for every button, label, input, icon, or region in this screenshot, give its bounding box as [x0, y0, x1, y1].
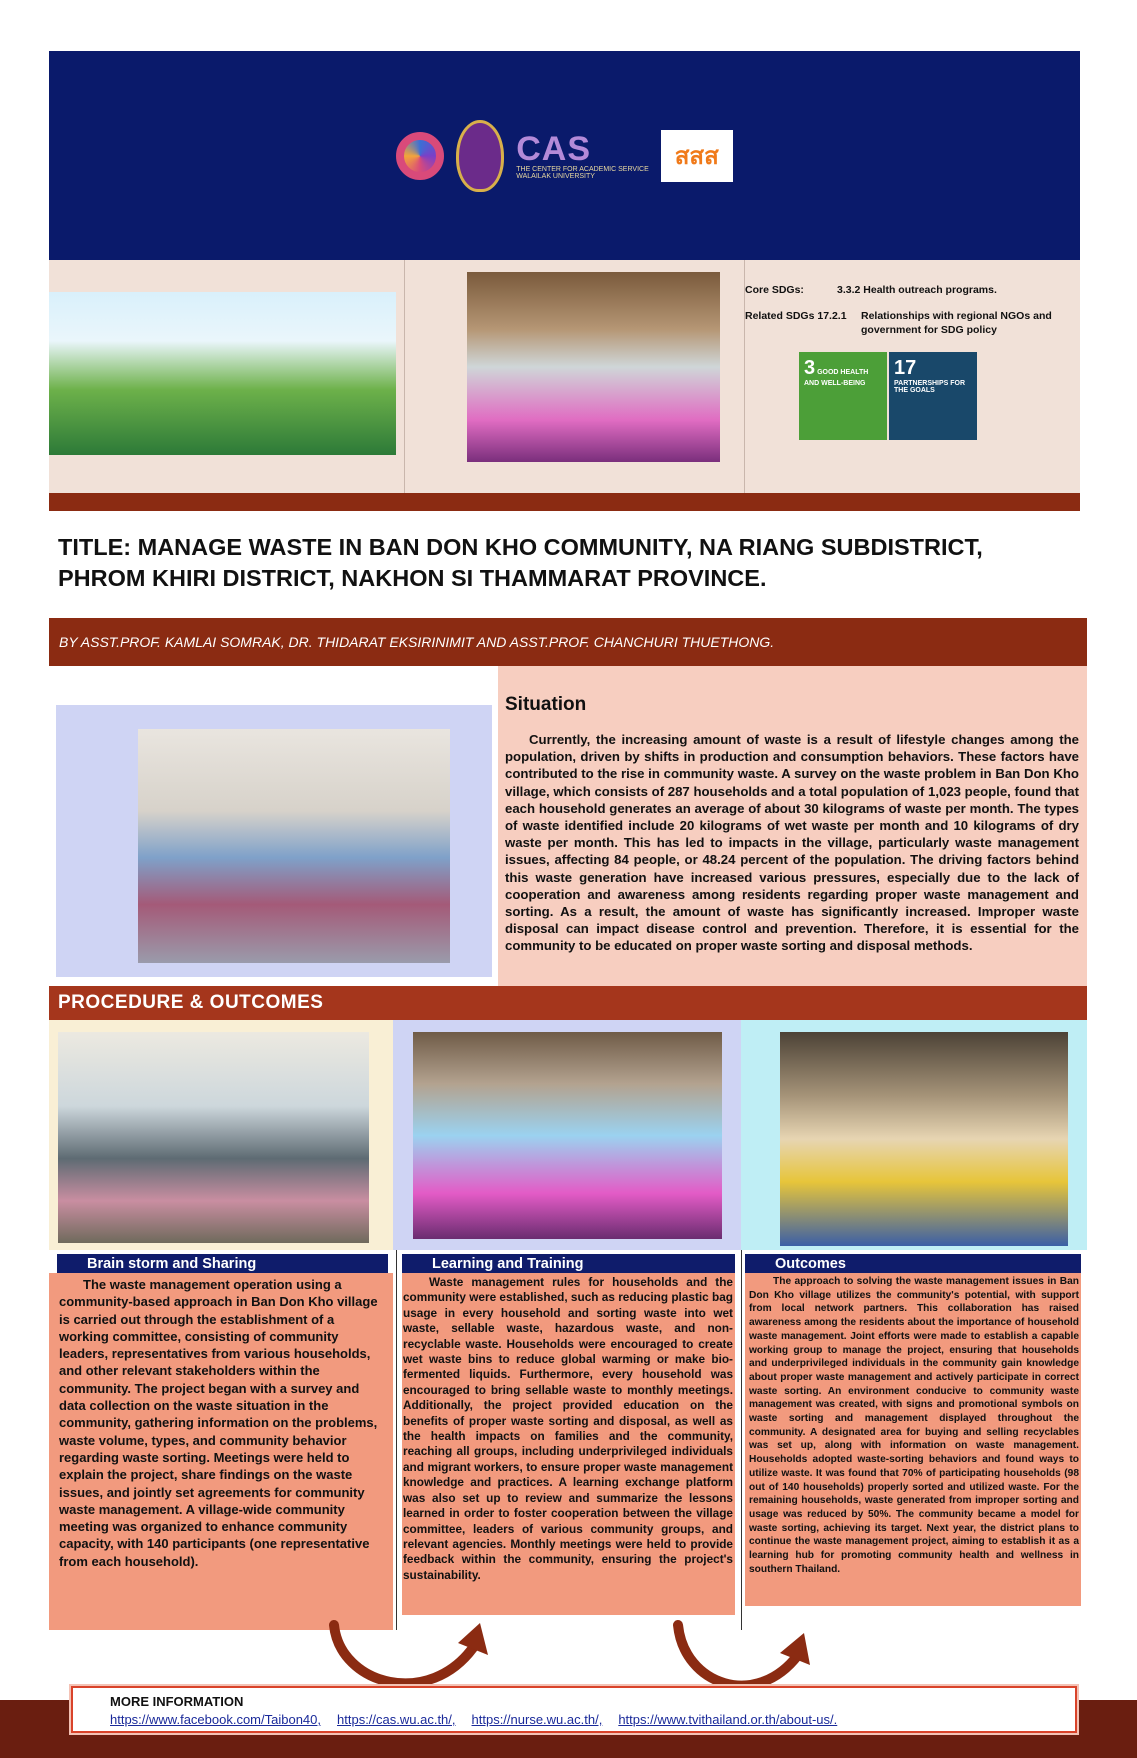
tvi-link[interactable]: https://www.tvithailand.or.th/about-us/. — [618, 1712, 838, 1727]
procedure-heading: PROCEDURE & OUTCOMES — [49, 986, 1087, 1020]
cas-logo-university: WALAILAK UNIVERSITY — [516, 172, 595, 180]
tsri-ring-logo — [396, 132, 444, 180]
training-photo — [413, 1032, 722, 1239]
strip-bottom-bar — [49, 493, 1080, 511]
sdg-17-label: PARTNERSHIPS FOR THE GOALS — [894, 380, 966, 394]
cas-logo — [516, 129, 649, 180]
sdg-17-number: 17 — [894, 357, 917, 379]
related-sdg-row — [745, 309, 1075, 337]
sdg-info — [745, 283, 1075, 337]
curved-arrow-icon — [678, 1625, 798, 1686]
author-byline: BY ASST.PROF. KAMLAI SOMRAK, DR. THIDARAT EKSIRINIMIT AND ASST.PROF. CHANCHURI THUETHONG. — [49, 618, 1087, 666]
more-info-heading: MORE INFORMATION — [110, 1694, 244, 1709]
cas-logo-text: CAS — [516, 129, 592, 168]
core-sdg-label: Core SDGs: — [745, 284, 804, 296]
brainstorm-text: The waste management operation using a community-based approach in Ban Don Kho village is carried out through the establishment of a working committee, consisting of community leaders, representatives from various households, and other relevant stakeholders within the community. The project began with a survey and data collection on the waste situation in the community, gathering information on the problems, waste volume, types, and community behavior regarding waste sorting. Meetings were held to explain the project, share findings on the waste issues, and jointly set agreements for community waste management. A village-wide community meeting was organized to enhance community capacity, with 140 participants (one representative from each household). — [59, 1277, 378, 1569]
facebook-link[interactable]: https://www.facebook.com/Taibon40, — [110, 1712, 322, 1727]
situation-photo — [138, 729, 450, 963]
sdg-3-label: GOOD HEALTH AND WELL-BEING — [804, 369, 869, 387]
core-sdg-value: 3.3.2 Health outreach programs. — [837, 284, 997, 296]
header-banner — [49, 51, 1080, 260]
curved-arrow-icon — [334, 1625, 475, 1683]
brainstorm-heading: Brain storm and Sharing — [57, 1254, 388, 1273]
project-banner-photo — [49, 292, 396, 455]
core-sdg-row — [745, 283, 1075, 297]
walailak-seal-logo — [456, 120, 504, 192]
column-divider — [741, 1250, 742, 1630]
more-info-links — [110, 1712, 837, 1727]
sdg-3-icon — [799, 352, 887, 440]
meeting-photo — [467, 272, 720, 462]
thaihealth-logo: สสส — [661, 130, 733, 182]
related-sdg-value: Relationships with regional NGOs and government for SDG policy — [861, 310, 1052, 336]
nurse-link[interactable]: https://nurse.wu.ac.th/, — [471, 1712, 603, 1727]
training-heading: Learning and Training — [402, 1254, 735, 1273]
column-divider — [396, 1250, 397, 1630]
sdg-17-icon — [889, 352, 977, 440]
situation-heading: Situation — [505, 694, 587, 715]
logo-group — [49, 51, 1080, 260]
strip-divider — [404, 260, 405, 493]
training-text: Waste management rules for households and the community were established, such as reducing plastic bag usage in every household and sorting waste into wet waste, sellable waste, hazardous waste, and non-recyclable waste. Households were encouraged to create wet waste bins to reduce global warming or make bio-fermented liquids. Furthermore, every household was encouraged to bring sellable waste to monthly meetings. Additionally, the project provided education on the benefits of proper waste sorting and disposal, as well as the health impacts on families and the community, reaching all groups, including underprivileged individuals and migrant workers, to ensure proper waste management knowledge and practices. A learning exchange platform was also set up to review and summarize the lessons learned in order to foster cooperation between the village committee, leaders of various community groups, and relevant agencies. Monthly meetings were held to provide feedback within the community, ensuring the project's sustainability. — [403, 1275, 733, 1582]
brainstorm-photo — [58, 1032, 369, 1243]
outcomes-heading: Outcomes — [745, 1254, 1081, 1273]
related-sdg-label: Related SDGs 17.2.1 — [745, 310, 847, 322]
situation-text: Currently, the increasing amount of waste is a result of lifestyle changes among the population, driven by shifts in production and consumption behaviors. These factors have contributed to the rise in community waste. A survey on the waste problem in Ban Don Kho village, which consists of 287 households and a total population of 1,023 people, found that each household generates an average of about 30 kilograms of waste per month. The types of waste identified include 20 kilograms of wet waste per month and 10 kilograms of dry waste per month. This has led to impacts in the village, particularly waste management issues, affecting 84 people, or 48.24 percent of the population. The driving factors behind this waste generation have increased various pressures, especially due to the lack of cooperation and awareness among residents regarding proper waste management and sorting. As a result, the amount of waste has significantly increased. Improper waste disposal can impact disease control and prevention. Therefore, it is essential for the community to be educated on proper waste sorting and disposal methods. — [505, 732, 1079, 954]
sdg-3-number: 3 — [804, 357, 816, 379]
poster-title: TITLE: MANAGE WASTE IN BAN DON KHO COMMUNITY, NA RIANG SUBDISTRICT, PHROM KHIRI DISTRICT, NAKHON SI THAMMARAT PROVINCE. — [58, 534, 983, 591]
outcomes-group-photo — [780, 1032, 1068, 1246]
cas-logo-subtitle: THE CENTER FOR ACADEMIC SERVICE — [516, 165, 649, 173]
cas-link[interactable]: https://cas.wu.ac.th/, — [337, 1712, 456, 1727]
outcomes-text: The approach to solving the waste management issues in Ban Don Kho village utilizes the community's potential, with support from local network partners. This collaboration has raised awareness among the residents about the importance of household waste management. Joint efforts were made to establish a capable working group to manage the project, ensuring that households and underprivileged individuals in the community gain knowledge about proper waste management and actively participate in correct waste sorting. An environment conducive to community waste management was created, with signs and promotional symbols on waste sorting and management displayed throughout the community. A designated area for buying and selling recyclables was set up, along with information on waste management. Households adopted waste-sorting behaviors and found ways to utilize waste. It was found that 70% of participating households (98 out of 140 households) properly sorted and utilized waste. For the remaining households, waste generated from improper sorting and usage was reduced by 50%. The community became a model for waste sorting, achieving its target. Next year, the district plans to continue the waste management project, aiming to establish it as a learning hub for promoting community health and wellness in southern Thailand. — [749, 1276, 1079, 1575]
